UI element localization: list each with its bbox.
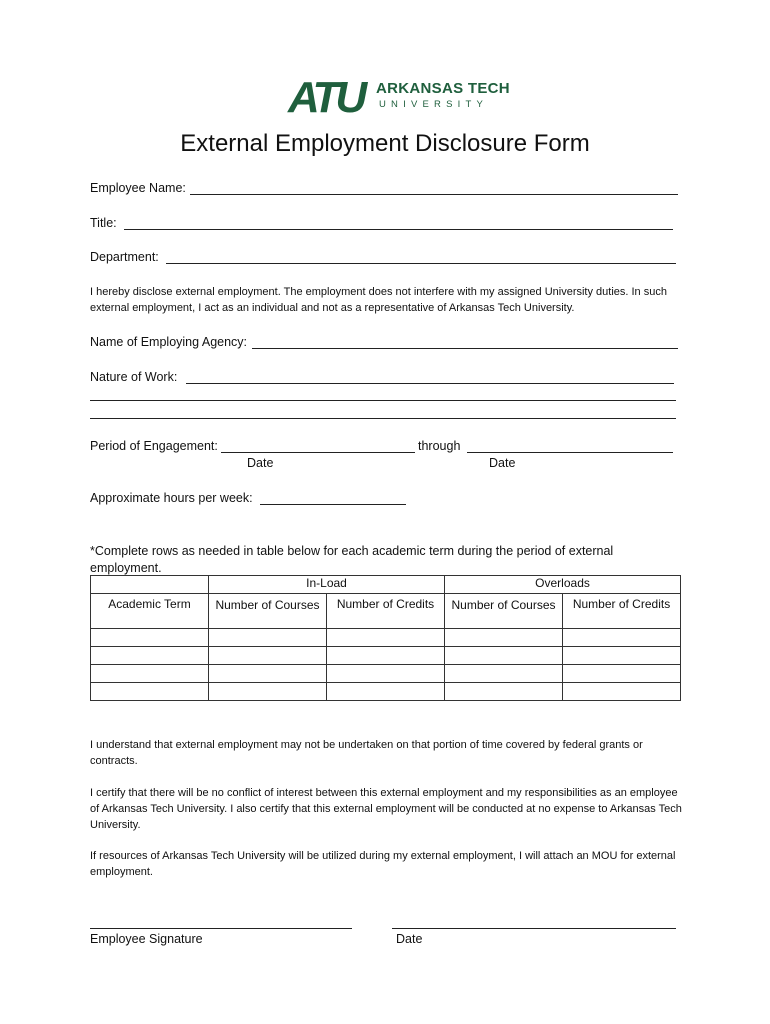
employing-agency-label: Name of Employing Agency: [90, 335, 248, 349]
atu-logo-mark: ATU [288, 73, 364, 122]
table-cell[interactable] [209, 629, 327, 647]
table-note: *Complete rows as needed in table below for each academic term during the period of external employment. [90, 544, 614, 575]
nature-of-work-label: Nature of Work: [90, 370, 178, 384]
table-cell[interactable] [327, 629, 445, 647]
inload-header: In-Load [209, 576, 445, 594]
logo-university-name: ARKANSAS TECH [376, 80, 510, 97]
academic-term-table [90, 575, 681, 701]
table-cell[interactable] [445, 683, 563, 701]
table-header-blank [91, 576, 209, 594]
table-cell[interactable] [91, 647, 209, 665]
employee-name-label: Employee Name: [90, 181, 186, 195]
table-cell[interactable] [327, 665, 445, 683]
nature-of-work-field-2[interactable] [90, 400, 676, 401]
inload-credits-header: Number of Credits [327, 594, 445, 629]
title-field[interactable] [124, 229, 673, 230]
overload-credits-header: Number of Credits [563, 594, 681, 629]
employee-signature-label: Employee Signature [90, 932, 203, 946]
table-row [91, 665, 681, 683]
title-label: Title: [90, 216, 117, 230]
table-cell[interactable] [563, 629, 681, 647]
period-start-field[interactable] [221, 452, 415, 453]
federal-grants-paragraph: I understand that external employment may not be undertaken on that portion of time covered by federal grants or contracts. [90, 739, 643, 767]
table-cell[interactable] [209, 647, 327, 665]
employee-name-field[interactable] [190, 194, 678, 195]
table-cell[interactable] [327, 647, 445, 665]
table-cell[interactable] [327, 683, 445, 701]
table-cell[interactable] [91, 665, 209, 683]
signature-date-field[interactable] [392, 928, 676, 929]
hours-field[interactable] [260, 504, 406, 505]
department-field[interactable] [166, 263, 676, 264]
period-label: Period of Engagement: [90, 439, 218, 453]
nature-of-work-field-3[interactable] [90, 418, 676, 419]
signature-date-label: Date [396, 932, 423, 946]
table-cell[interactable] [445, 647, 563, 665]
table-cell[interactable] [445, 629, 563, 647]
end-date-caption: Date [489, 456, 516, 470]
overload-courses-header: Number of Courses [445, 594, 563, 629]
logo-university-sub: UNIVERSITY [379, 99, 489, 110]
employing-agency-field[interactable] [252, 348, 678, 349]
period-end-field[interactable] [467, 452, 673, 453]
table-cell[interactable] [91, 683, 209, 701]
inload-courses-header: Number of Courses [209, 594, 327, 629]
table-cell[interactable] [209, 683, 327, 701]
start-date-caption: Date [247, 456, 274, 470]
table-cell[interactable] [91, 629, 209, 647]
conflict-of-interest-paragraph: I certify that there will be no conflict of interest between this external employment and my responsibilities as an employee of Arkansas Tech University. I also certify that this external employment will be conducted at no expense to Arkansas Tech University. [90, 787, 682, 831]
hours-label: Approximate hours per week: [90, 491, 253, 505]
table-cell[interactable] [209, 665, 327, 683]
table-row [91, 629, 681, 647]
table-row [91, 647, 681, 665]
disclosure-text: I hereby disclose external employment. The employment does not interfere with my assigned University duties. In such external employment, I act as an individual and not as a representative of Arkansas Tech University. [90, 286, 667, 314]
employee-signature-field[interactable] [90, 928, 352, 929]
table-cell[interactable] [445, 665, 563, 683]
table-cell[interactable] [563, 647, 681, 665]
academic-term-header: Academic Term [91, 594, 209, 629]
table-cell[interactable] [563, 665, 681, 683]
through-label: through [418, 439, 461, 453]
form-title: External Employment Disclosure Form [180, 130, 590, 157]
overloads-header: Overloads [445, 576, 681, 594]
mou-paragraph: If resources of Arkansas Tech University will be utilized during my external employment, I will attach an MOU for external employment. [90, 850, 676, 878]
nature-of-work-field-1[interactable] [186, 383, 674, 384]
table-cell[interactable] [563, 683, 681, 701]
table-row [91, 683, 681, 701]
department-label: Department: [90, 250, 159, 264]
